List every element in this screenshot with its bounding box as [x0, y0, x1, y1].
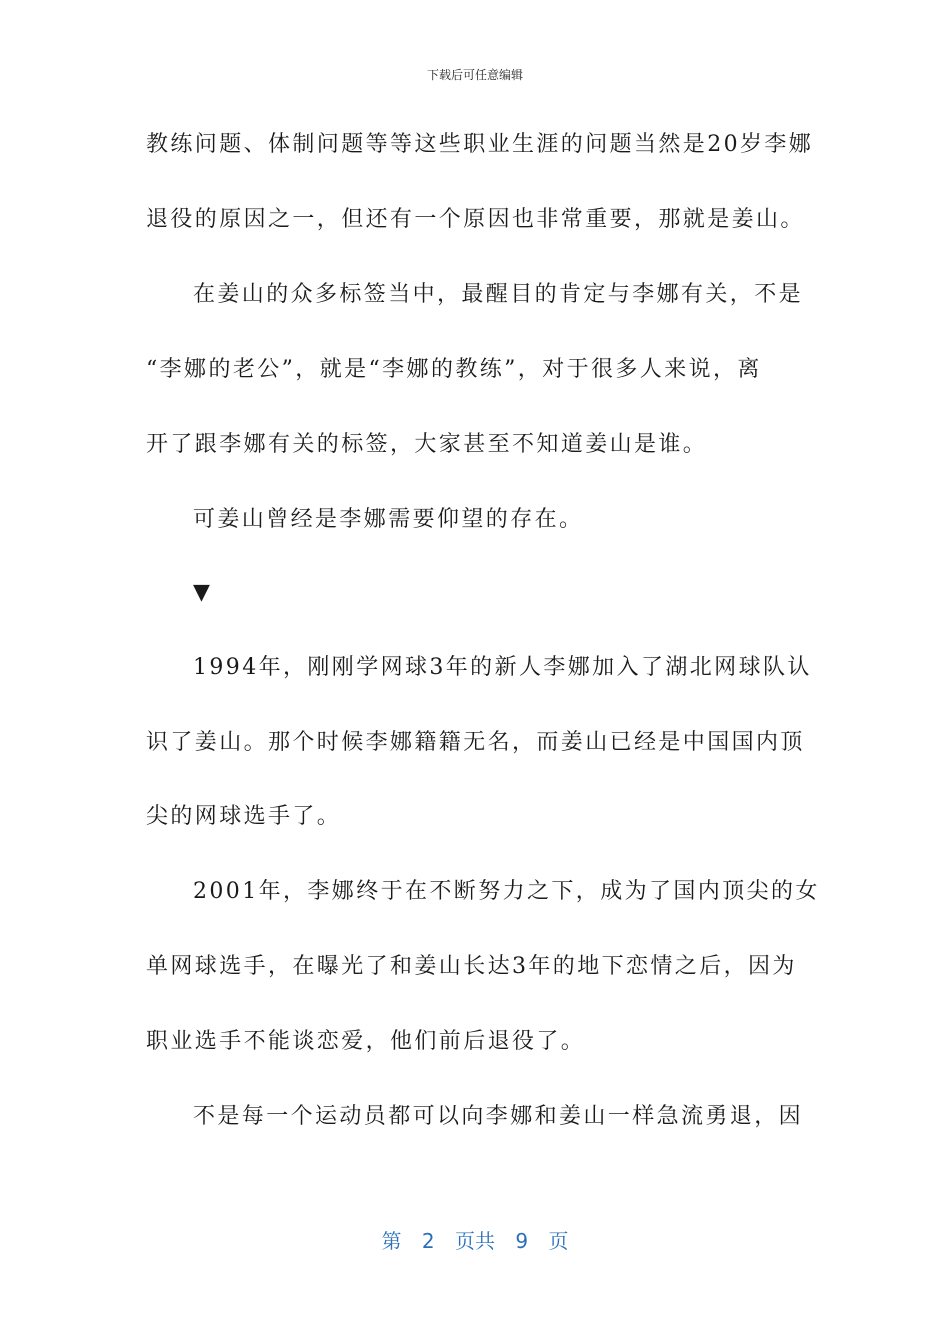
text-line: 退役的原因之一，但还有一个原因也非常重要，那就是姜山。 [146, 207, 805, 232]
text-line: 2001年，李娜终于在不断努力之下，成为了国内顶尖的女 [193, 879, 820, 904]
text-line: 开了跟李娜有关的标签，大家甚至不知道姜山是谁。 [146, 432, 708, 457]
page-label-prefix: 第 [381, 1229, 402, 1253]
page-header: 下载后可任意编辑 [426, 68, 523, 82]
text-line: 1994年，刚刚学网球3年的新人李娜加入了湖北网球队认 [193, 655, 812, 680]
total-page-number: 9 [515, 1229, 529, 1253]
text-line: 识了姜山。那个时候李娜籍籍无名，而姜山已经是中国国内顶 [146, 730, 805, 755]
text-line: 可姜山曾经是李娜需要仰望的存在。 [193, 507, 584, 532]
text-line: 单网球选手，在曝光了和姜山长达3年的地下恋情之后，因为 [146, 954, 797, 979]
page-label-middle: 页共 [455, 1229, 495, 1253]
text-line: 职业选手不能谈恋爱，他们前后退役了。 [146, 1029, 586, 1054]
page-label-suffix: 页 [548, 1229, 569, 1253]
text-line: 尖的网球选手了。 [146, 804, 342, 829]
text-line: 教练问题、体制问题等等这些职业生涯的问题当然是20岁李娜 [146, 132, 814, 157]
down-triangle-icon: ▼ [193, 580, 210, 605]
text-line: “李娜的老公”，就是“李娜的教练”，对于很多人来说，离 [146, 357, 762, 382]
current-page-number: 2 [421, 1229, 435, 1253]
text-line: 不是每一个运动员都可以向李娜和姜山一样急流勇退，因 [193, 1104, 804, 1129]
text-line: 在姜山的众多标签当中，最醒目的肯定与李娜有关，不是 [193, 282, 804, 307]
page-footer [0, 1225, 950, 1254]
